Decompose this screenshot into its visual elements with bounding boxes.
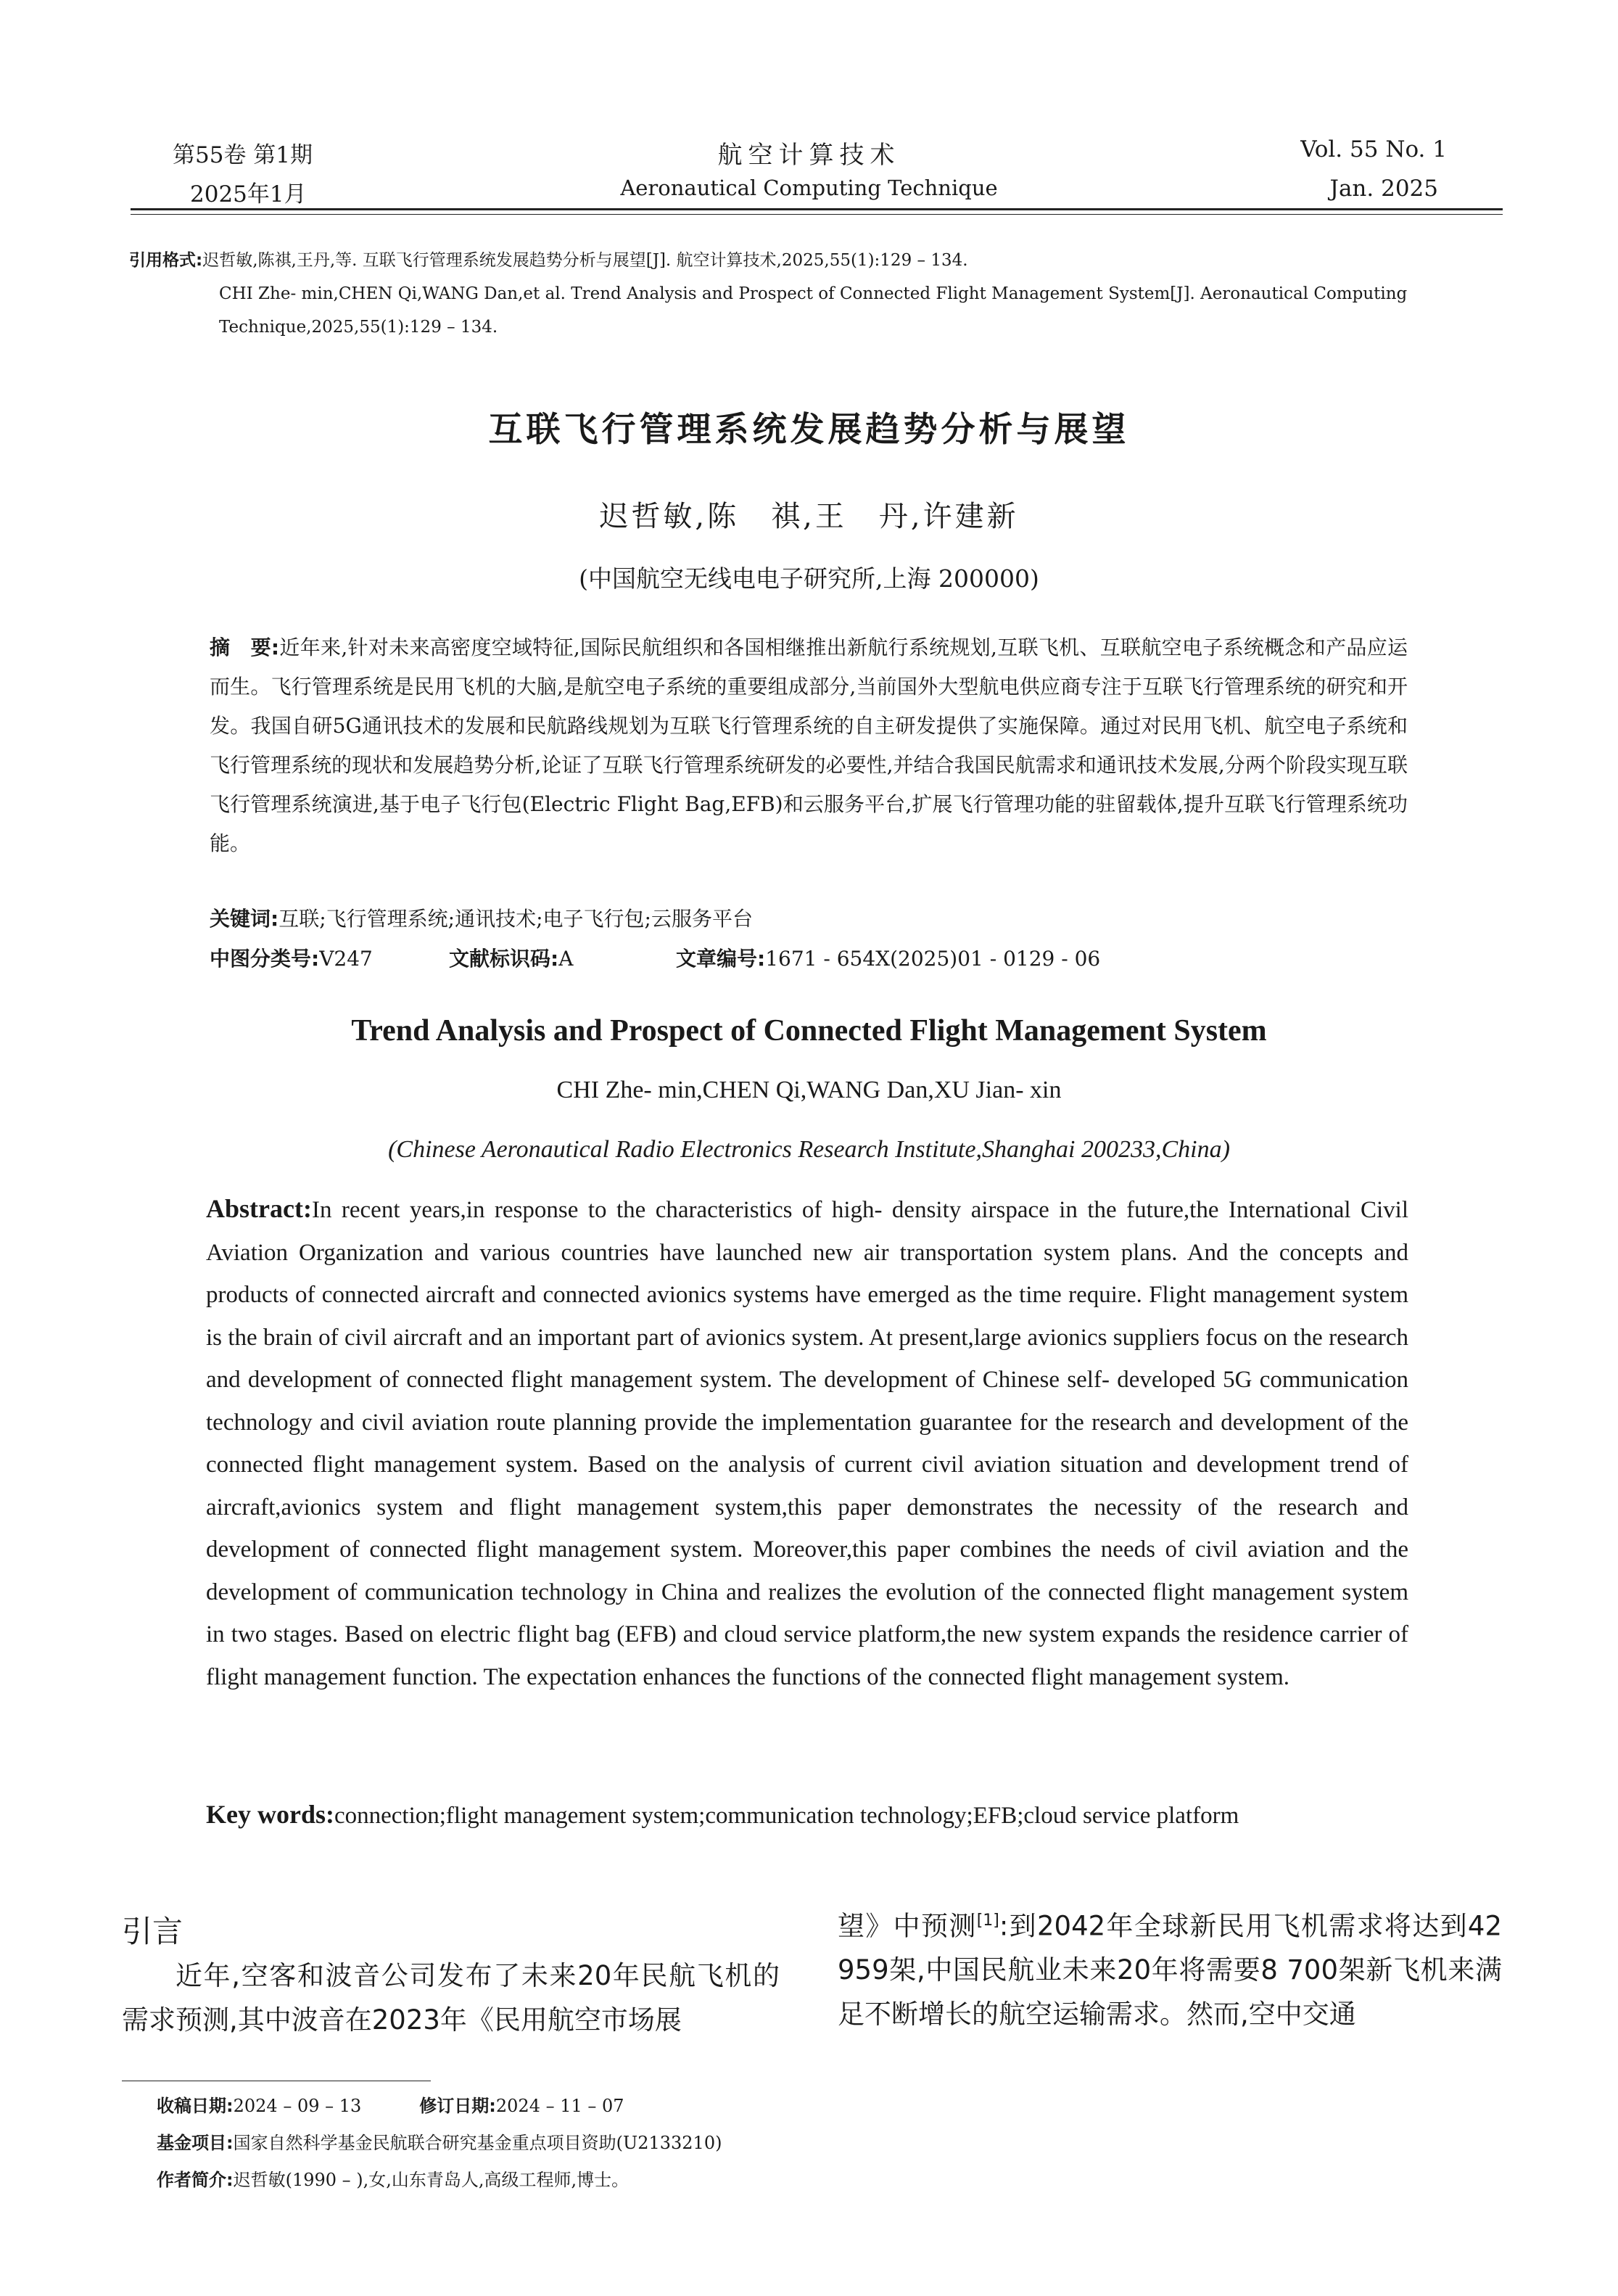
authors-cn: 迟哲敏,陈 祺,王 丹,许建新 — [599, 500, 1019, 533]
article-number-item — [676, 939, 1100, 979]
keywords-cn-label: 关键词: — [210, 907, 279, 931]
keywords-en — [206, 1793, 1408, 1837]
fund-value: 国家自然科学基金民航联合研究基金重点项目资助(U2133210) — [233, 2133, 722, 2153]
abstract-en-text: In recent years,in response to the characteristics of high- density airspace in the future,the International Civil Aviation Organization and various countries have launched new air transportation system plans. And the concepts and products of connected aircraft and connected avionics systems have emerged as the time require. Flight management system is the brain of civil aircraft and an important part of avionics system. At present,large avionics suppliers focus on the research and development of connected flight management system. The development of Chinese self- developed 5G communication technology and civil aviation route planning provide the implementation guarantee for the research and development of the connected flight management system. Based on the analysis of current civil aviation situation and development trend of aircraft,avionics system and flight management system,this paper demonstrates the necessity of the research and development of connected flight management system. Moreover,this paper combines the needs of civil aviation and the development of communication technology in China and realizes the evolution of the connected flight management system in two stages. Based on electric flight bag (EFB) and cloud service platform,the new system expands the residence carrier of flight management function. The expectation enhances the functions of the connected flight management system. — [206, 1197, 1408, 1690]
footnote-author — [157, 2162, 722, 2199]
intro-right-text-a: 望》中预测 — [838, 1910, 977, 1942]
authors-en: CHI Zhe- min,CHEN Qi,WANG Dan,XU Jian- xin — [556, 1077, 1062, 1103]
journal-name-cn: 航空计算技术 — [717, 141, 901, 170]
header-date-cn: 2025年1月 — [190, 181, 307, 207]
author-bio-label: 作者简介: — [157, 2170, 234, 2190]
received-label: 收稿日期: — [157, 2096, 234, 2116]
citation-block — [129, 244, 1493, 344]
fund-label: 基金项目: — [157, 2133, 234, 2153]
citation-label: 引用格式: — [129, 251, 203, 270]
header-volume-en: Vol. 55 No. 1 — [1300, 136, 1447, 162]
abstract-cn — [210, 628, 1408, 863]
citation-en-line1: CHI Zhe- min,CHEN Qi,WANG Dan,et al. Trend Analysis and Prospect of Connected Flight Management System[J]. Aeronautical Computing — [219, 284, 1408, 303]
citation-cn-line — [129, 244, 1493, 277]
revised-label: 修订日期: — [419, 2096, 496, 2116]
citation-cn: 迟哲敏,陈祺,王丹,等. 互联飞行管理系统发展趋势分析与展望[J]. 航空计算技术,2025,55(1):129 – 134. — [202, 251, 968, 270]
citation-ref-1[interactable]: [1] — [976, 1912, 999, 1930]
abstract-en-label: Abstract: — [206, 1194, 312, 1223]
article-number-value: 1671 - 654X(2025)01 - 0129 - 06 — [765, 947, 1101, 971]
keywords-en-text: connection;flight management system;communication technology;EFB;cloud service platform — [334, 1803, 1239, 1829]
journal-name-en: Aeronautical Computing Technique — [620, 176, 998, 200]
clc-value: V247 — [319, 947, 373, 971]
keywords-en-label: Key words: — [206, 1800, 334, 1829]
header-date-en: Jan. 2025 — [1329, 176, 1438, 202]
affiliation-en: (Chinese Aeronautical Radio Electronics Research Institute,Shanghai 200233,China) — [388, 1136, 1230, 1163]
paper-title-en: Trend Analysis and Prospect of Connected Flight Management System — [351, 1014, 1267, 1048]
affiliation-cn: (中国航空无线电电子研究所,上海 200000) — [579, 564, 1039, 593]
abstract-cn-text: 近年来,针对未来高密度空域特征,国际民航组织和各国相继推出新航行系统规划,互联飞机、互联航空电子系统概念和产品应运而生。飞行管理系统是民用飞机的大脑,是航空电子系统的重要组成部分,当前国外大型航电供应商专注于互联飞行管理系统的研究和开发。我国自研5G通讯技术的发展和民航路线规划为互联飞行管理系统的自主研发提供了实施保障。通过对民用飞机、航空电子系统和飞行管理系统的现状和发展趋势分析,论证了互联飞行管理系统研发的必要性,并结合我国民航需求和通讯技术发展,分两个阶段实现互联飞行管理系统演进,基于电子飞行包(Electric Flight Bag,EFB)和云服务平台,扩展飞行管理功能的驻留载体,提升互联飞行管理系统功能。 — [210, 635, 1408, 855]
paper-title-cn: 互联飞行管理系统发展趋势分析与展望 — [488, 410, 1130, 450]
intro-paragraph-left: 近年,空客和波音公司发布了未来20年民航飞机的需求预测,其中波音在2023年《民用航空市场展 — [122, 1960, 780, 2036]
header-rule-thick — [131, 208, 1503, 210]
header-rule-thin — [131, 214, 1503, 215]
abstract-en — [206, 1188, 1408, 1698]
author-bio-value: 迟哲敏(1990 – ),女,山东青岛人,高级工程师,博士。 — [233, 2170, 630, 2190]
received-value: 2024 – 09 – 13 — [233, 2096, 362, 2116]
doc-code-label: 文献标识码: — [449, 947, 559, 971]
section-heading-intro: 引言 — [122, 1914, 183, 1949]
footnotes — [157, 2088, 722, 2199]
citation-en-line2: Technique,2025,55(1):129 – 134. — [219, 318, 498, 337]
clc-item — [210, 939, 449, 979]
abstract-cn-label: 摘 要: — [210, 635, 280, 659]
classification-line — [210, 939, 1442, 979]
keywords-cn — [210, 900, 753, 939]
intro-paragraph-right — [838, 1898, 1502, 2036]
doc-code-item — [449, 939, 676, 979]
header-volume-issue: 第55卷 第1期 — [173, 142, 313, 168]
article-number-label: 文章编号: — [676, 947, 766, 971]
footnote-dates — [157, 2088, 722, 2125]
clc-label: 中图分类号: — [210, 947, 320, 971]
doc-code-value: A — [558, 947, 574, 971]
keywords-cn-text: 互联;飞行管理系统;通讯技术;电子飞行包;云服务平台 — [278, 907, 753, 931]
footnote-fund — [157, 2125, 722, 2162]
intro-right-text-b: :到2042年全球新民用飞机需求将达到42 959架,中国民航业未来20年将需要8 700架新飞机来满足不断增长的航空运输需求。然而,空中交通 — [838, 1910, 1502, 2030]
revised-value: 2024 – 11 – 07 — [495, 2096, 624, 2116]
